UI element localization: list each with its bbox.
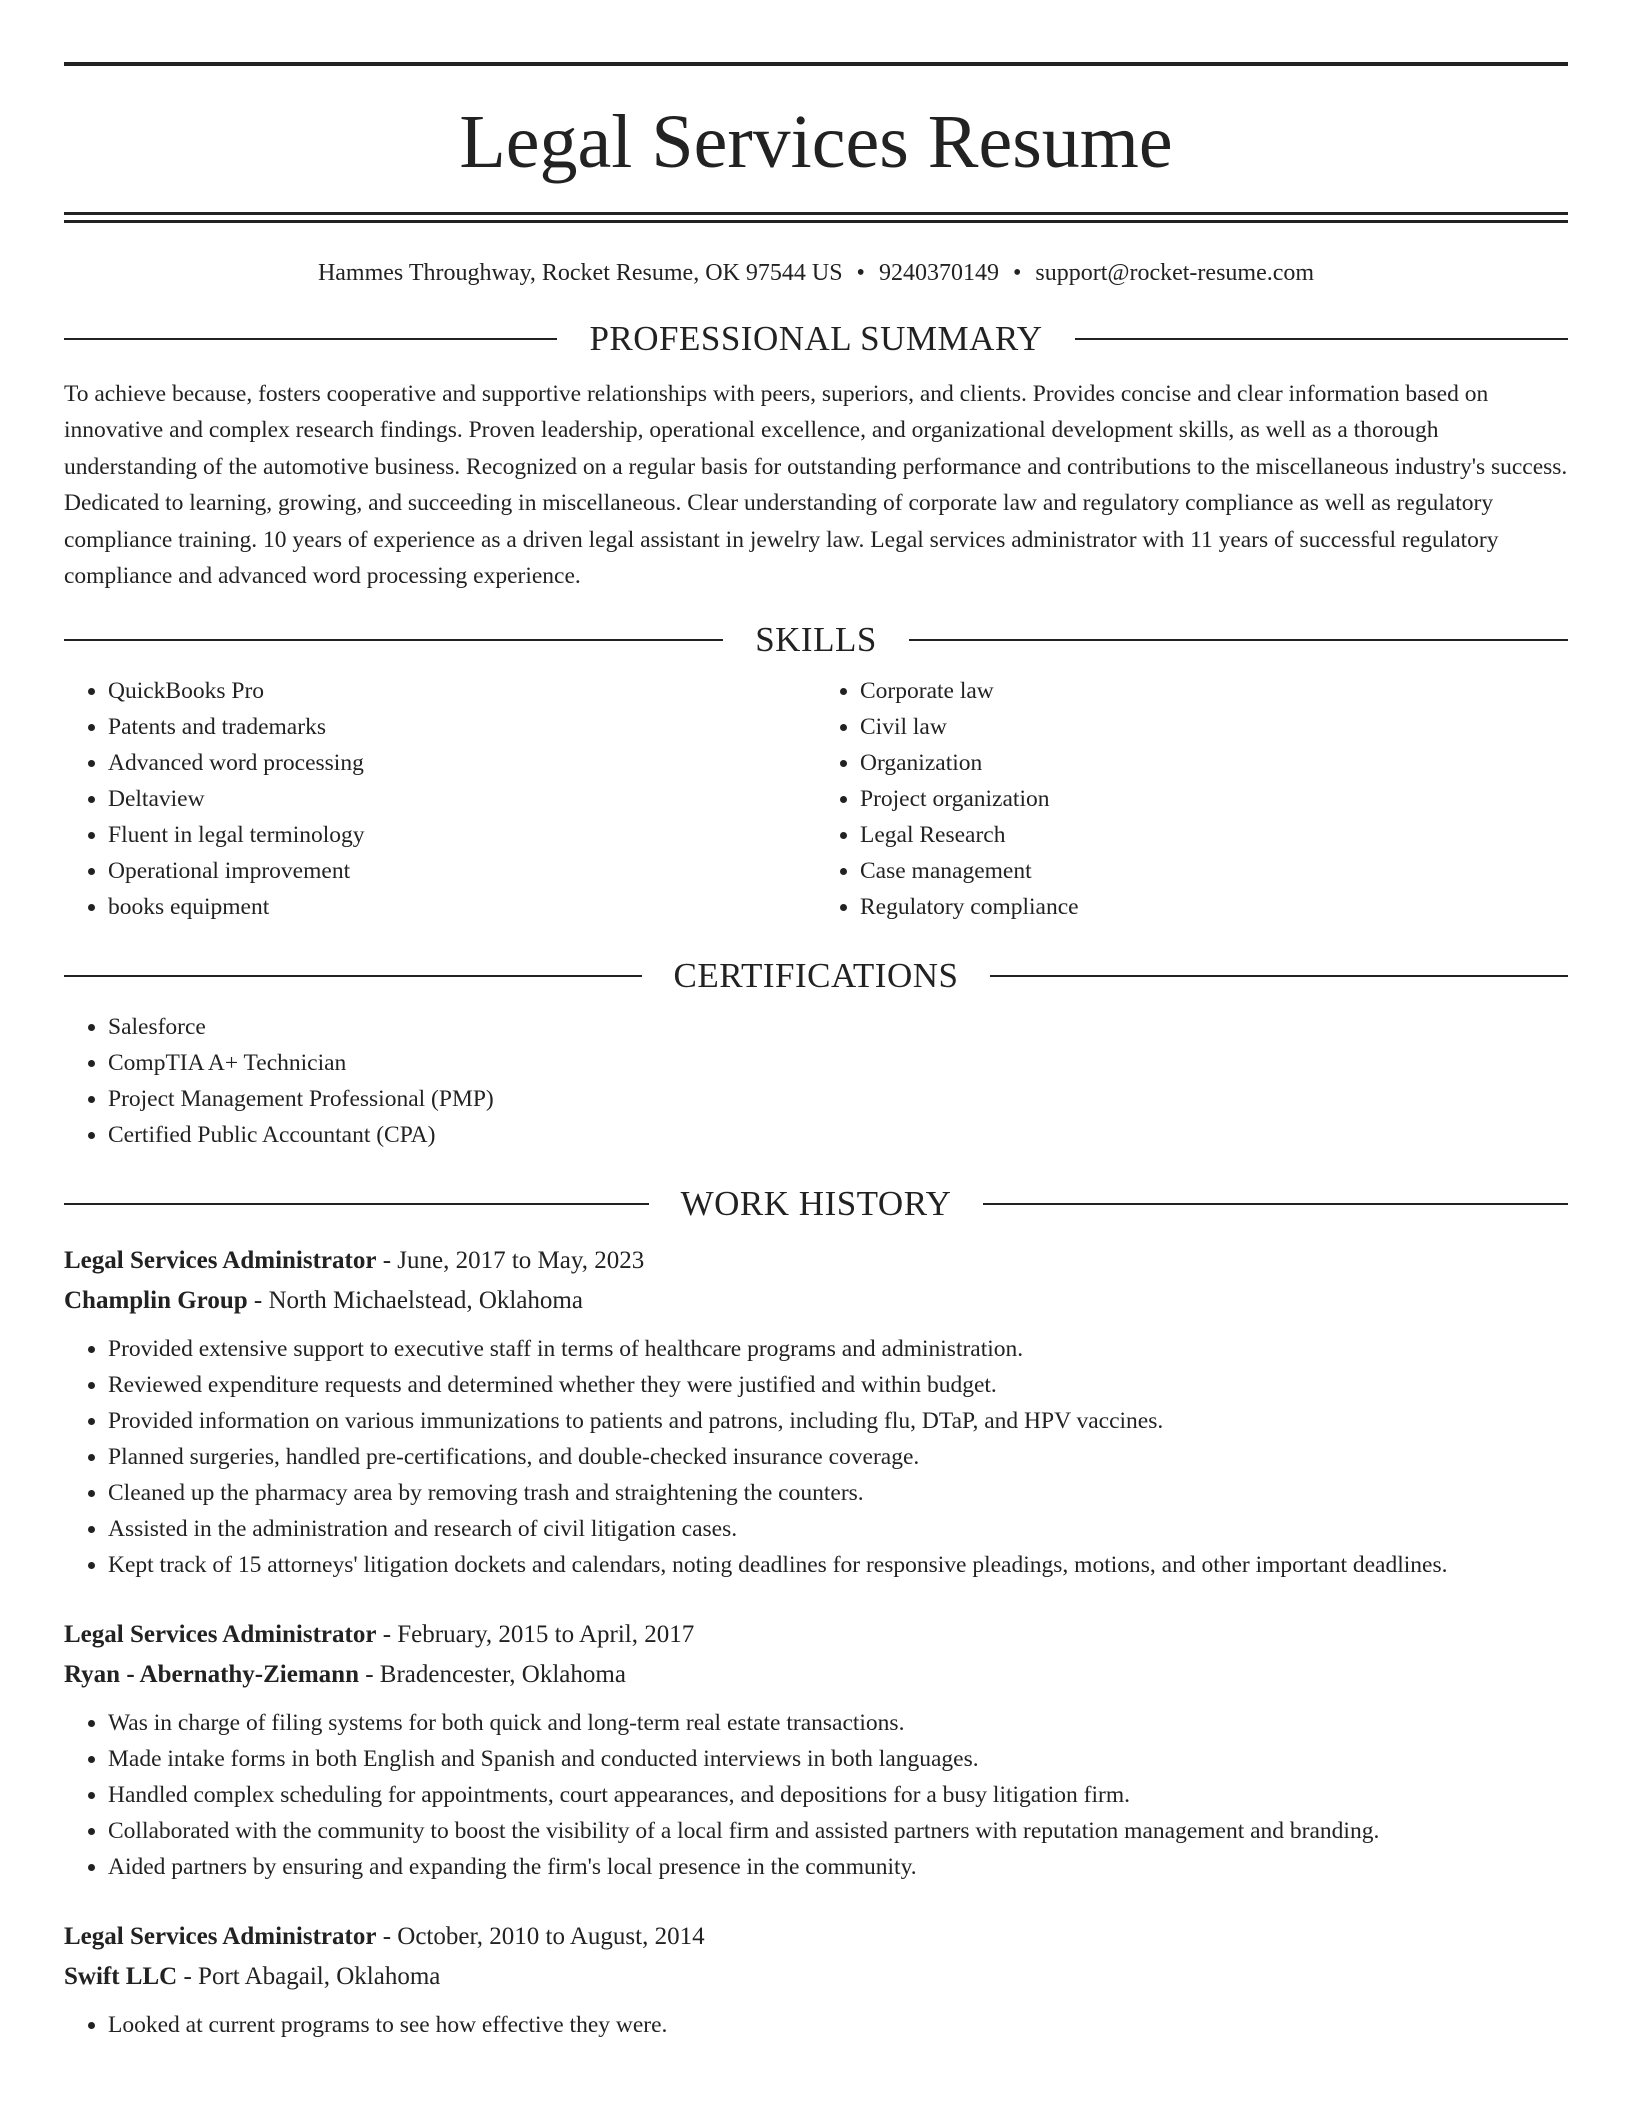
heading-rule-left xyxy=(64,975,642,977)
title-double-rule xyxy=(64,212,1568,223)
heading-rule-right xyxy=(983,1203,1568,1205)
job-title-line xyxy=(64,1917,1568,1957)
job-title-line xyxy=(64,1241,1568,1281)
skills-list-right xyxy=(816,673,1568,925)
contact-address: Hammes Throughway, Rocket Resume, OK 97544 US xyxy=(317,260,843,286)
job-dates: - June, 2017 to May, 2023 xyxy=(376,1246,645,1274)
certification-item: • Certified Public Accountant (CPA) xyxy=(108,1117,1568,1153)
skill-item: • Corporate law xyxy=(860,673,1568,709)
job-bullet: • Collaborated with the community to boost the visibility of a local firm and assisted partners with reputation management and branding. xyxy=(108,1813,1568,1849)
contact-line xyxy=(64,259,1568,288)
job-title-line xyxy=(64,1615,1568,1655)
certification-item: • CompTIA A+ Technician xyxy=(108,1045,1568,1081)
heading-rule-left xyxy=(64,639,723,641)
skill-item: • Patents and trademarks xyxy=(108,709,816,745)
skills-heading: SKILLS xyxy=(755,619,877,659)
skill-item: • Regulatory compliance xyxy=(860,889,1568,925)
job-company-line xyxy=(64,1655,1568,1695)
skill-item: • Project organization xyxy=(860,781,1568,817)
job-bullet: • Kept track of 15 attorneys' litigation dockets and calendars, noting deadlines for responsive pleadings, motions, and other important deadlines. xyxy=(108,1547,1568,1583)
contact-separator: • xyxy=(1012,260,1022,286)
skill-item: • Case management xyxy=(860,853,1568,889)
job-dates: - October, 2010 to August, 2014 xyxy=(376,1922,705,1950)
skill-item: • Fluent in legal terminology xyxy=(108,817,816,853)
job-company: Ryan - Abernathy-Ziemann xyxy=(64,1660,359,1688)
skills-columns xyxy=(64,673,1568,925)
skill-item: • QuickBooks Pro xyxy=(108,673,816,709)
skills-list-left xyxy=(64,673,816,925)
job-bullet: • Reviewed expenditure requests and determined whether they were justified and within budget. xyxy=(108,1367,1568,1403)
skill-item: • Legal Research xyxy=(860,817,1568,853)
heading-rule-right xyxy=(990,975,1568,977)
resume-title: Legal Services Resume xyxy=(459,100,1173,184)
job-bullet: • Provided information on various immunizations to patients and patrons, including flu, DTaP, and HPV vaccines. xyxy=(108,1403,1568,1439)
skill-item: • Operational improvement xyxy=(108,853,816,889)
heading-rule-left xyxy=(64,1203,649,1205)
heading-rule-left xyxy=(64,338,557,340)
job-title: Legal Services Administrator xyxy=(64,1620,377,1648)
skills-section-heading xyxy=(64,619,1568,661)
job-company: Swift LLC xyxy=(64,1962,178,1990)
job-company-line xyxy=(64,1957,1568,1997)
contact-email: support@rocket-resume.com xyxy=(1035,260,1315,286)
job-bullets xyxy=(64,1705,1568,1885)
contact-phone: 9240370149 xyxy=(878,260,999,286)
job-title: Legal Services Administrator xyxy=(64,1246,377,1274)
job-bullet: • Handled complex scheduling for appointments, court appearances, and depositions for a busy litigation firm. xyxy=(108,1777,1568,1813)
job-location: - Bradencester, Oklahoma xyxy=(358,1660,626,1688)
contact-separator: • xyxy=(856,260,865,286)
job-location: - Port Abagail, Oklahoma xyxy=(177,1962,441,1990)
work-heading: WORK HISTORY xyxy=(680,1183,952,1223)
certifications-heading: CERTIFICATIONS xyxy=(673,955,959,995)
certification-item: • Project Management Professional (PMP) xyxy=(108,1081,1568,1117)
job-bullet: • Cleaned up the pharmacy area by removing trash and straightening the counters. xyxy=(108,1475,1568,1511)
job-bullets xyxy=(64,2007,1568,2043)
skill-item: • Deltaview xyxy=(108,781,816,817)
job-entry xyxy=(64,1917,1568,2043)
certifications-list xyxy=(64,1009,1568,1153)
job-bullets xyxy=(64,1331,1568,1583)
certifications-section-heading xyxy=(64,955,1568,997)
job-bullet: • Planned surgeries, handled pre-certifications, and double-checked insurance coverage. xyxy=(108,1439,1568,1475)
job-company-line xyxy=(64,1281,1568,1321)
job-bullet: • Was in charge of filing systems for both quick and long-term real estate transactions. xyxy=(108,1705,1568,1741)
job-bullet: • Provided extensive support to executive staff in terms of healthcare programs and administration. xyxy=(108,1331,1568,1367)
job-bullet: • Looked at current programs to see how effective they were. xyxy=(108,2007,1568,2043)
job-dates: - February, 2015 to April, 2017 xyxy=(376,1620,695,1648)
job-bullet: • Assisted in the administration and research of civil litigation cases. xyxy=(108,1511,1568,1547)
skill-item: • Organization xyxy=(860,745,1568,781)
job-company: Champlin Group xyxy=(64,1286,248,1314)
skill-item: • books equipment xyxy=(108,889,816,925)
job-title: Legal Services Administrator xyxy=(64,1922,377,1950)
summary-heading: PROFESSIONAL SUMMARY xyxy=(589,318,1043,358)
work-section-heading xyxy=(64,1183,1568,1225)
heading-rule-right xyxy=(909,639,1568,641)
heading-rule-right xyxy=(1075,338,1568,340)
job-entry xyxy=(64,1615,1568,1885)
job-bullet: • Made intake forms in both English and Spanish and conducted interviews in both languages. xyxy=(108,1741,1568,1777)
skill-item: • Civil law xyxy=(860,709,1568,745)
job-bullet: • Aided partners by ensuring and expanding the firm's local presence in the community. xyxy=(108,1849,1568,1885)
job-entry xyxy=(64,1241,1568,1583)
certification-item: • Salesforce xyxy=(108,1009,1568,1045)
skill-item: • Advanced word processing xyxy=(108,745,816,781)
summary-section-heading xyxy=(64,318,1568,360)
summary-text: To achieve because, fosters cooperative and supportive relationships with peers, superiors, and clients. Provides concise and clear information based on innovative and complex research findings. Proven leadership, operational excellence, and organizational development skills, as well as a thorough understanding of the automotive business. Recognized on a regular basis for outstanding performance and contributions to the miscellaneous industry's success. Dedicated to learning, growing, and succeeding in miscellaneous. Clear understanding of corporate law and regulatory compliance as well as regulatory compliance training. 10 years of experience as a driven legal assistant in jewelry law. Legal services administrator with 11 years of successful regulatory compliance and advanced word processing experience. xyxy=(64,380,1568,590)
job-location: - North Michaelstead, Oklahoma xyxy=(247,1286,583,1314)
